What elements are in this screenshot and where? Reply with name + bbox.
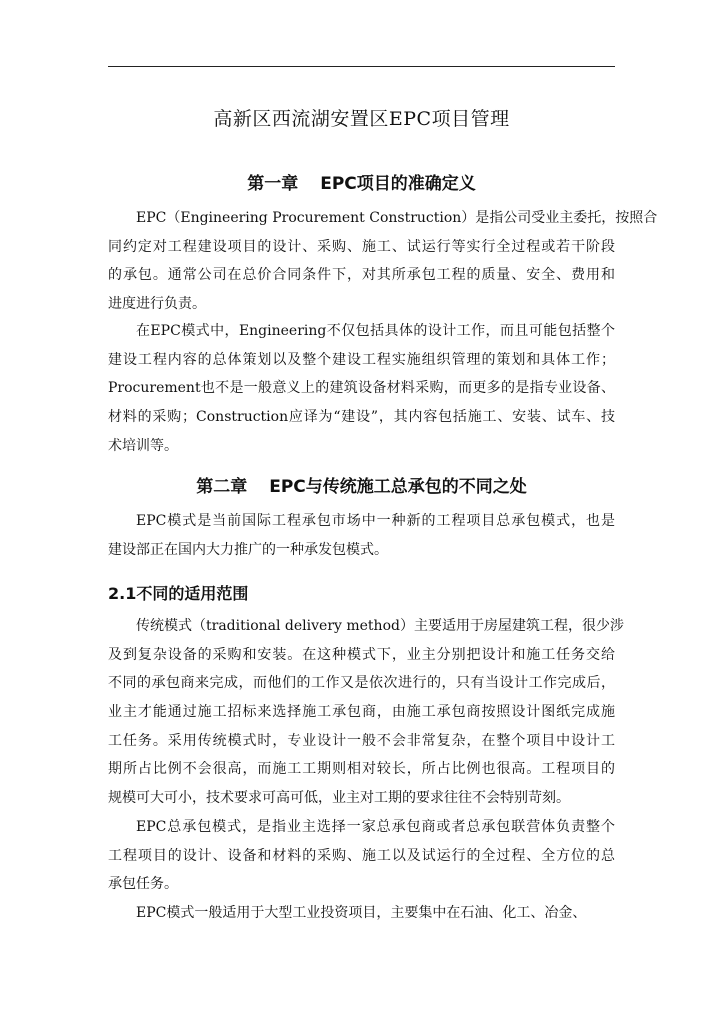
chapter1-paragraph-2	[108, 317, 615, 460]
text-line: 材料的采购；Construction应译为“建设”，其内容包括施工、安装、试车、技	[108, 409, 615, 426]
chapter2-heading	[108, 472, 615, 497]
chapter1-label: 第一章	[247, 174, 299, 194]
text-line: 建设工程内容的总体策划以及整个建设工程实施组织管理的策划和具体工作；	[108, 351, 615, 368]
chapter1-title: EPC项目的准确定义	[320, 174, 476, 194]
text-line: 工任务。采用传统模式时，专业设计一般不会非常复杂，在整个项目中设计工	[108, 732, 615, 749]
header-rule	[108, 66, 615, 67]
document-title: 高新区西流湖安置区EPC项目管理	[213, 108, 510, 130]
chapter1-heading	[108, 169, 615, 194]
text-line: 规模可大可小，技术要求可高可低，业主对工期的要求往往不会特别苛刻。	[108, 790, 570, 807]
section-2-1-paragraph-1	[108, 612, 624, 813]
text-line: 术培训等。	[108, 437, 178, 454]
text-line: 在EPC模式中，Engineering不仅包括具体的设计工作，而且可能包括整个	[136, 323, 615, 339]
text-line: 业主才能通过施工招标来选择施工承包商，由施工承包商按照设计图纸完成施	[108, 704, 615, 721]
text-line: 同约定对工程建设项目的设计、采购、施工、试运行等实行全过程或若干阶段	[108, 238, 615, 255]
chapter1-paragraph-1	[108, 204, 658, 319]
section-2-1-paragraph-2	[108, 813, 615, 899]
text-line: 期所占比例不会很高，而施工工期则相对较长，所占比例也很高。工程项目的	[108, 761, 615, 778]
text-line: Procurement也不是一般意义上的建筑设备材料采购，而更多的是指专业设备、	[108, 380, 615, 397]
text-line: 工程项目的设计、设备和材料的采购、施工以及试运行的全过程、全方位的总	[108, 847, 615, 864]
text-line: 的承包。通常公司在总价合同条件下，对其所承包工程的质量、安全、费用和	[108, 267, 615, 284]
text-line: EPC模式是当前国际工程承包市场中一种新的工程项目总承包模式，也是	[136, 513, 615, 529]
text-line: 不同的承包商来完成，而他们的工作又是依次进行的，只有当设计工作完成后，	[108, 675, 615, 692]
text-line: 进度进行负责。	[108, 296, 206, 313]
text-line: 及到复杂设备的采购和安装。在这种模式下，业主分别把设计和施工任务交给	[108, 646, 615, 663]
text-line: EPC（Engineering Procurement Construction）是指公司受业主委托，按照合	[136, 210, 658, 226]
chapter2-label: 第二章	[196, 477, 248, 497]
text-line: 建设部正在国内大力推广的一种承发包模式。	[108, 541, 388, 558]
section-2-1-paragraph-3	[108, 899, 615, 928]
text-line: 承包任务。	[108, 876, 178, 893]
text-line: EPC模式一般适用于大型工业投资项目，主要集中在石油、化工、冶金、	[136, 905, 587, 921]
section-2-1-heading: 2.1不同的适用范围	[108, 584, 249, 603]
chapter2-title: EPC与传统施工总承包的不同之处	[269, 477, 527, 497]
text-line: 传统模式（traditional delivery method）主要适用于房屋建筑工程，很少涉	[136, 618, 624, 634]
chapter2-paragraph-1	[108, 507, 615, 564]
text-line: EPC总承包模式，是指业主选择一家总承包商或者总承包联营体负责整个	[136, 819, 615, 835]
